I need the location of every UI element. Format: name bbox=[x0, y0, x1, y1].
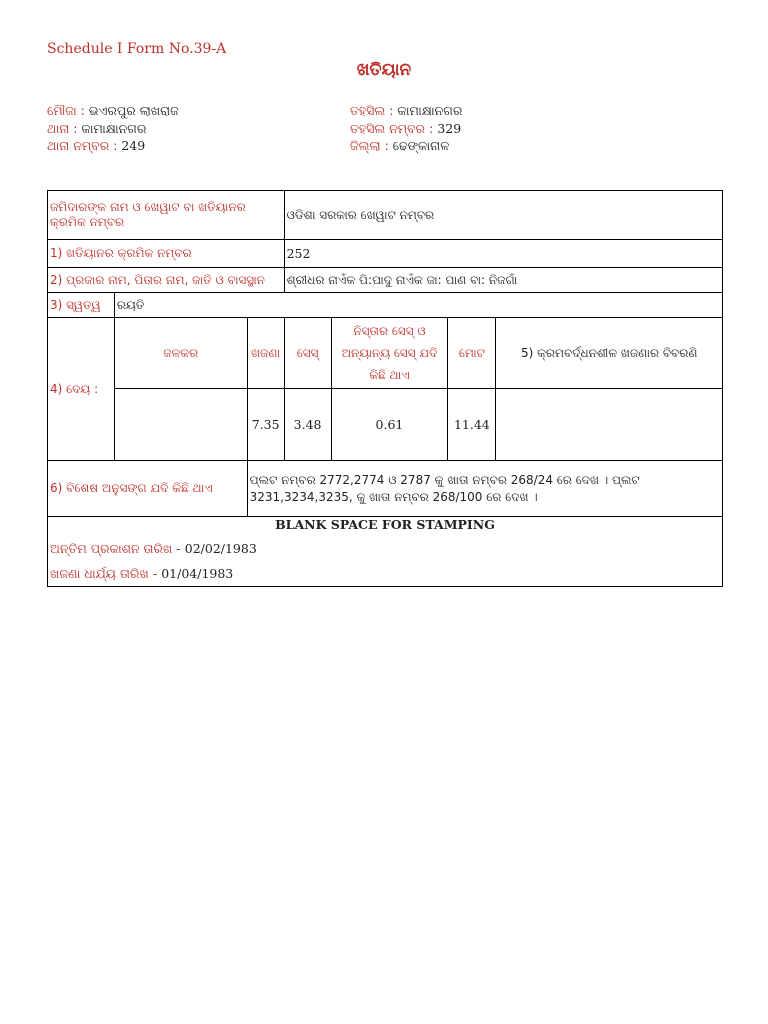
rent-fixed-line bbox=[50, 566, 720, 582]
table-row bbox=[48, 517, 723, 587]
tahasil-no-value: 329 bbox=[437, 120, 462, 136]
tahasil-value: କାମାକ୍ଷାନଗର bbox=[397, 103, 463, 118]
meta-left-block bbox=[47, 102, 179, 155]
special-note-label: 6) ବିଶେଷ ଅନୁସଙ୍ଗ ଯଦି କିଛି ଥାଏ bbox=[48, 461, 248, 517]
jilla-value: ଢେଙ୍କାନାଳ bbox=[392, 138, 450, 153]
ses-value: 3.48 bbox=[284, 389, 331, 461]
meta-right-block bbox=[350, 102, 462, 155]
table-row bbox=[48, 461, 723, 517]
progressive-value bbox=[496, 389, 723, 461]
table-row bbox=[48, 240, 723, 268]
dues-label: 4) ଦେୟ : bbox=[48, 318, 115, 461]
right-value: ରୟତି bbox=[114, 293, 722, 318]
table-row bbox=[48, 191, 723, 240]
final-publication-label: ଅନ୍ତିମ ପ୍ରକାଶନ ତାରିଖ - bbox=[50, 541, 181, 556]
tahasil-no-label: ତହସିଲ ନମ୍ବର : bbox=[350, 120, 434, 136]
stamp-title: BLANK SPACE FOR STAMPING bbox=[275, 517, 495, 532]
tahasil-label: ତହସିଲ : bbox=[350, 103, 394, 118]
tenant-label: 2) ପ୍ରଜାର ନାମ, ପିତାର ନାମ, ଜାତି ଓ ବାସସ୍ଥାନ bbox=[48, 268, 285, 293]
stamping-area bbox=[48, 517, 723, 587]
khajana-header: ଖଜଣା bbox=[247, 318, 284, 389]
table-row bbox=[48, 268, 723, 293]
thana-label: ଥାନା : bbox=[47, 120, 78, 136]
jilla-label: ଜିଲ୍ଲା : bbox=[350, 138, 389, 153]
khatiyan-table bbox=[47, 190, 723, 587]
special-note-value: ପ୍ଲଟ ନମ୍ବର 2772,2774 ଓ 2787 କୁ ଖାତା ନମ୍ବର 268/24 ରେ ଦେଖ । ପ୍ଲଟ 3231,3234,3235, କୁ ଖାତା ନମ୍ବର 268/100 ରେ ଦେଖ । bbox=[247, 461, 722, 517]
progressive-header: 5) କ୍ରମବର୍ଦ୍ଧନଶୀଳ ଖଜଣାର ବିବରଣି bbox=[496, 318, 723, 389]
mot-value: 11.44 bbox=[448, 389, 496, 461]
table-row bbox=[48, 389, 723, 461]
rent-fixed-date: 01/04/1983 bbox=[161, 566, 234, 581]
thana-no-value: 249 bbox=[121, 138, 146, 153]
nistar-header: ନିସ୍ତାର ସେସ୍ ଓ ଅନ୍ୟାନ୍ୟ ସେସ୍ ଯଦି କିଛି ଥାଏ bbox=[331, 318, 448, 389]
right-label: 3) ସ୍ୱତ୍ୱ bbox=[48, 293, 115, 318]
table-row bbox=[48, 318, 723, 389]
mouja-label: ମୌଜା : bbox=[47, 103, 85, 118]
table-row bbox=[48, 293, 723, 318]
rent-fixed-label: ଖଜଣା ଧାର୍ଯ୍ୟ ତାରିଖ - bbox=[50, 566, 158, 581]
form-number: Schedule I Form No.39-A bbox=[47, 41, 227, 57]
final-publication-date: 02/02/1983 bbox=[184, 541, 257, 556]
khajana-value: 7.35 bbox=[247, 389, 284, 461]
thana-value: କାମାକ୍ଷାନଗର bbox=[81, 120, 147, 136]
thana-no-label: ଥାନା ନମ୍ବର : bbox=[47, 138, 118, 153]
final-publication-line bbox=[50, 541, 720, 557]
mot-header: ମୋଟ bbox=[448, 318, 496, 389]
khatiyan-serial-value: 252 bbox=[284, 240, 722, 268]
khatiyan-serial-label: 1) ଖତିୟାନର କ୍ରମିକ ନମ୍ବର bbox=[48, 240, 285, 268]
nistar-value: 0.61 bbox=[331, 389, 448, 461]
ses-header: ସେସ୍ bbox=[284, 318, 331, 389]
jalakar-header: ଜଳକର bbox=[114, 318, 247, 389]
jalakar-value bbox=[114, 389, 247, 461]
tenant-value: ଶ୍ରୀଧର ନାଏଁକ ପି:ପାଦୁ ନାଏଁକ ଜା: ପାଣ ବା: ନିଜଗାଁ bbox=[284, 268, 722, 293]
zamindar-label: ଜମିଦାରଙ୍କ ନାମ ଓ ଖେୱାଟ ବା ଖତିୟାନର କ୍ରମିକ ନମ୍ବର bbox=[48, 191, 285, 240]
mouja-value: ଭଏରପୁର ଲାଖରାଜ bbox=[88, 103, 179, 118]
zamindar-value: ଓଡିଶା ସରକାର ଖେୱାଟ ନମ୍ବର bbox=[284, 191, 722, 240]
page-title: ଖତିୟାନ bbox=[356, 60, 412, 80]
